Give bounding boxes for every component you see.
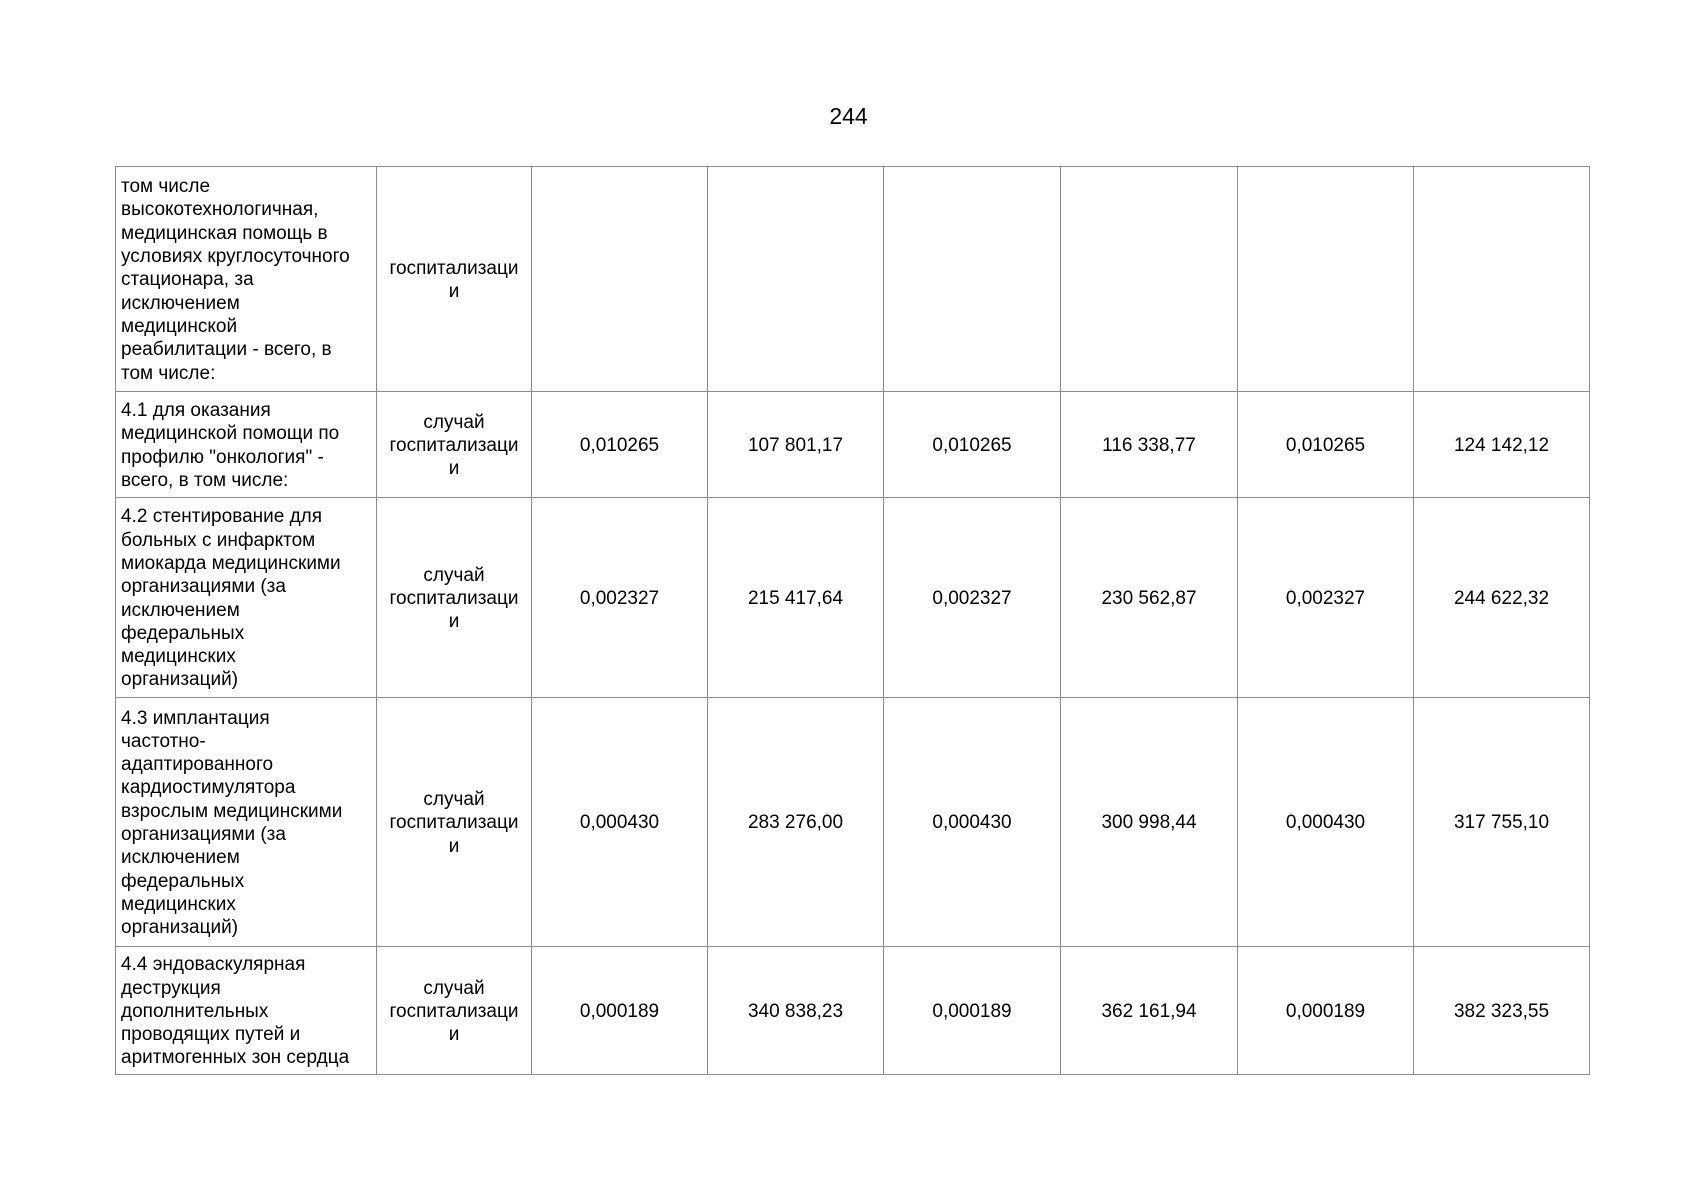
cost-per-unit-cell: 230 562,87 bbox=[1061, 498, 1238, 698]
service-name-line: исключением bbox=[121, 847, 240, 869]
cost-per-unit-cell: 283 276,00 bbox=[708, 698, 884, 947]
service-name-line: медицинской помощи по bbox=[121, 423, 340, 445]
unit-line: случай bbox=[423, 789, 485, 811]
norm-volume-cell bbox=[532, 167, 708, 392]
service-name-line: условиях круглосуточного bbox=[121, 246, 350, 268]
norm-volume-cell: 0,000189 bbox=[532, 947, 708, 1075]
unit-line: госпитализаци bbox=[389, 587, 519, 609]
unit-line: случай bbox=[423, 977, 485, 999]
service-name-line: высокотехнологичная, bbox=[121, 199, 319, 221]
service-name-line: организациями (за bbox=[121, 824, 286, 845]
service-name-line: деструкция bbox=[121, 977, 221, 999]
cost-per-unit-cell: 317 755,10 bbox=[1414, 698, 1590, 947]
norm-volume-cell: 0,010265 bbox=[1238, 392, 1414, 498]
service-name-line: аритмогенных зон сердца bbox=[121, 1047, 350, 1069]
unit-cell bbox=[377, 947, 532, 1075]
unit-line: госпитализаци bbox=[389, 434, 519, 456]
service-name-line: том числе: bbox=[121, 362, 216, 384]
cost-per-unit-cell: 382 323,55 bbox=[1414, 947, 1590, 1075]
cost-per-unit-cell: 215 417,64 bbox=[708, 498, 884, 698]
cost-per-unit-cell bbox=[1414, 167, 1590, 392]
page-number: 244 bbox=[829, 103, 868, 129]
service-name-line: реабилитации - всего, в bbox=[121, 339, 332, 361]
unit-line: случай bbox=[423, 564, 485, 586]
unit-line: случай bbox=[423, 411, 485, 433]
table-row bbox=[116, 498, 1590, 698]
cost-per-unit-cell: 362 161,94 bbox=[1061, 947, 1238, 1075]
norm-volume-cell bbox=[884, 167, 1061, 392]
service-name-line: частотно- bbox=[121, 730, 206, 752]
service-name-cell bbox=[116, 698, 377, 947]
service-name-line: больных с инфарктом bbox=[121, 529, 316, 551]
service-name-line: стационара, за bbox=[121, 269, 254, 291]
service-name-line: профилю "онкология" - bbox=[121, 446, 324, 468]
service-name-line: адаптированного bbox=[121, 754, 274, 776]
unit-cell bbox=[377, 698, 532, 947]
service-name-cell bbox=[116, 947, 377, 1075]
service-name-line: 4.4 эндоваскулярная bbox=[121, 954, 306, 976]
unit-line: госпитализаци bbox=[389, 1000, 519, 1022]
norm-volume-cell: 0,002327 bbox=[884, 498, 1061, 698]
service-name-line: федеральных bbox=[121, 870, 245, 892]
unit-line: и bbox=[448, 281, 460, 302]
service-name-line: федеральных bbox=[121, 622, 245, 644]
service-name-line: 4.1 для оказания bbox=[121, 399, 271, 421]
service-name-line: медицинских bbox=[121, 646, 236, 668]
service-name-line: том числе bbox=[121, 176, 211, 198]
unit-cell bbox=[377, 167, 532, 392]
cost-per-unit-cell: 300 998,44 bbox=[1061, 698, 1238, 947]
cost-per-unit-cell: 244 622,32 bbox=[1414, 498, 1590, 698]
unit-line: и bbox=[448, 835, 460, 857]
service-name-line: кардиостимулятора bbox=[121, 777, 296, 799]
unit-line: и bbox=[448, 611, 460, 633]
cost-per-unit-cell: 124 142,12 bbox=[1414, 392, 1590, 498]
service-name-line: всего, в том числе: bbox=[121, 469, 289, 491]
service-name-cell bbox=[116, 167, 377, 392]
service-name-cell bbox=[116, 498, 377, 698]
service-name-line: исключением bbox=[121, 599, 240, 621]
service-name-cell bbox=[116, 392, 377, 498]
service-name-line: медицинская помощь в bbox=[121, 222, 328, 244]
table-row bbox=[116, 167, 1590, 392]
unit-cell bbox=[377, 392, 532, 498]
norm-volume-cell: 0,000430 bbox=[1238, 698, 1414, 947]
service-name-line: дополнительных bbox=[121, 1000, 269, 1022]
service-name-line: медицинских bbox=[121, 893, 236, 915]
service-name-line: исключением bbox=[121, 292, 240, 314]
service-name-line: миокарда медицинскими bbox=[121, 552, 341, 574]
service-name-line: проводящих путей и bbox=[121, 1024, 301, 1046]
service-name-line: 4.3 имплантация bbox=[121, 707, 270, 729]
norm-volume-cell: 0,010265 bbox=[532, 392, 708, 498]
unit-line: госпитализаци bbox=[389, 257, 519, 279]
service-name-line: организациями (за bbox=[121, 576, 286, 598]
norm-volume-cell: 0,002327 bbox=[532, 498, 708, 698]
tariff-table bbox=[115, 166, 1590, 1075]
table-row bbox=[116, 947, 1590, 1075]
service-name-line: организаций) bbox=[121, 917, 239, 939]
norm-volume-cell bbox=[1238, 167, 1414, 392]
norm-volume-cell: 0,000430 bbox=[884, 698, 1061, 947]
cost-per-unit-cell bbox=[1061, 167, 1238, 392]
service-name-line: взрослым медицинскими bbox=[121, 800, 343, 822]
service-name-line: медицинской bbox=[121, 315, 238, 337]
unit-line: и bbox=[448, 458, 460, 480]
norm-volume-cell: 0,002327 bbox=[1238, 498, 1414, 698]
service-name-line: организаций) bbox=[121, 669, 239, 691]
norm-volume-cell: 0,000430 bbox=[532, 698, 708, 947]
cost-per-unit-cell: 340 838,23 bbox=[708, 947, 884, 1075]
unit-cell bbox=[377, 498, 532, 698]
service-name-line: 4.2 стентирование для bbox=[121, 506, 323, 528]
table-body bbox=[116, 167, 1590, 1075]
unit-line: и bbox=[448, 1024, 460, 1046]
cost-per-unit-cell bbox=[708, 167, 884, 392]
cost-per-unit-cell: 116 338,77 bbox=[1061, 392, 1238, 498]
table-row bbox=[116, 698, 1590, 947]
cost-per-unit-cell: 107 801,17 bbox=[708, 392, 884, 498]
norm-volume-cell: 0,000189 bbox=[1238, 947, 1414, 1075]
unit-line: госпитализаци bbox=[389, 812, 519, 834]
table-row bbox=[116, 392, 1590, 498]
norm-volume-cell: 0,000189 bbox=[884, 947, 1061, 1075]
norm-volume-cell: 0,010265 bbox=[884, 392, 1061, 498]
